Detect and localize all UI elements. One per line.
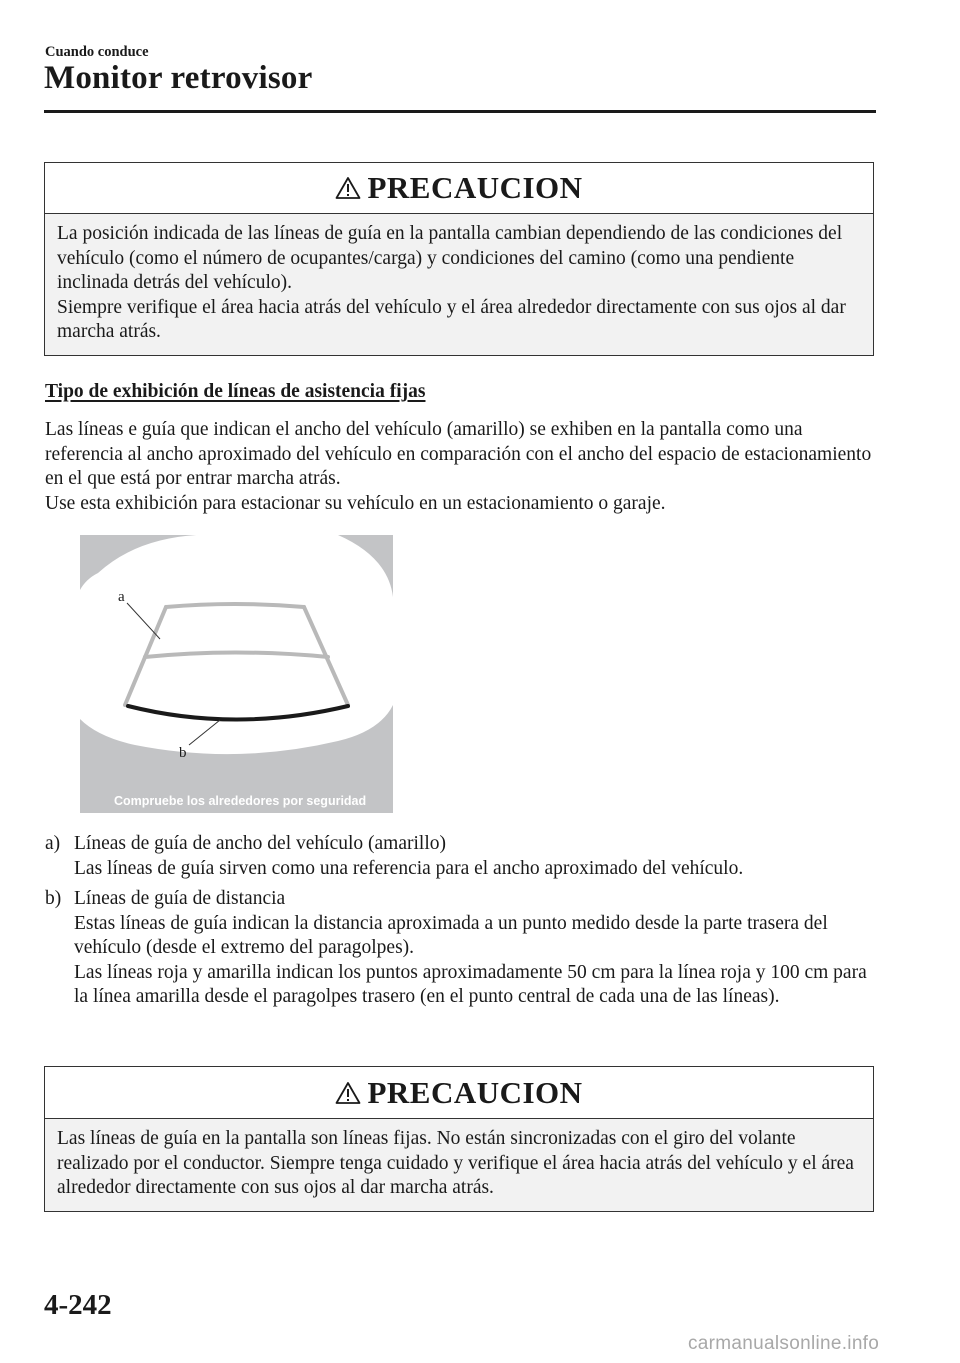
caution-box-2: [44, 1066, 874, 1212]
caution-title: PRECAUCION: [367, 170, 583, 205]
caution-body: [45, 1119, 873, 1211]
warning-triangle-icon: [335, 1081, 361, 1105]
caution-paragraph: La posición indicada de las líneas de guía en la pantalla cambian dependiendo de las condiciones del vehículo (como el número de ocupantes/carga) y condiciones del camino (como una pendiente inclinada detrás del vehículo).: [57, 223, 843, 293]
body-paragraph: Las líneas e guía que indican el ancho del vehículo (amarillo) se exhiben en la pantalla como una referencia al ancho aproximado del vehículo en comparación con el ancho del espacio de estacionamiento en el que está por entrar marcha atrás.: [45, 419, 872, 489]
callout-label-b: b: [179, 745, 187, 761]
callout-label-a: a: [118, 589, 125, 605]
list-item-description: [45, 912, 875, 1010]
list-item: [45, 887, 875, 1010]
section-body: [45, 418, 875, 516]
body-paragraph: Use esta exhibición para estacionar su vehículo en un estacionamiento o garaje.: [45, 492, 666, 514]
list-item-head: [45, 887, 875, 912]
list-item-description: [45, 857, 875, 882]
list-paragraph: Las líneas roja y amarilla indican los puntos aproximadamente 50 cm para la línea roja y 100 cm para la línea amarilla desde el paragolpes trasero (en el punto central de cada una de las líneas).: [74, 961, 867, 1007]
section-label: Cuando conduce: [45, 44, 149, 60]
caution-header: [45, 163, 873, 214]
screen-safety-message: Compruebe los alrededores por seguridad: [114, 794, 367, 808]
caution-paragraph: Las líneas de guía en la pantalla son líneas fijas. No están sincronizadas con el giro del volante realizado por el conductor. Siempre tenga cuidado y verifique el área hacia atrás del vehículo y el área alrededor directamente con sus ojos al dar marcha atrás.: [57, 1128, 854, 1198]
caution-body: [45, 214, 873, 355]
page-number: 4-242: [44, 1289, 112, 1321]
watermark: carmanualsonline.info: [688, 1333, 880, 1354]
list-marker: b): [45, 888, 62, 909]
caution-title: PRECAUCION: [367, 1074, 583, 1110]
list-item-title: Líneas de guía de ancho del vehículo (amarillo): [74, 833, 446, 854]
header-divider: [44, 110, 876, 113]
page-title: Monitor retrovisor: [44, 60, 313, 96]
list-item-head: [45, 832, 875, 857]
list-item: [45, 832, 875, 881]
warning-triangle-icon: [335, 176, 361, 200]
list-paragraph: Estas líneas de guía indican la distancia aproximada a un punto medido desde la parte trasera del vehículo (desde el extremo del paragolpes).: [74, 912, 828, 958]
list-marker: a): [45, 833, 61, 854]
definition-list: [45, 832, 875, 1016]
list-paragraph: Las líneas de guía sirven como una referencia para el ancho aproximado del vehículo.: [74, 857, 744, 879]
rearview-screen-illustration: [80, 535, 393, 813]
caution-paragraph: Siempre verifique el área hacia atrás del vehículo y el área alrededor directamente con sus ojos al dar marcha atrás.: [57, 296, 846, 342]
caution-box-1: [44, 162, 874, 356]
list-item-title: Líneas de guía de distancia: [74, 888, 286, 909]
section-heading: Tipo de exhibición de líneas de asistencia fijas: [45, 381, 426, 402]
caution-header: [45, 1067, 873, 1119]
